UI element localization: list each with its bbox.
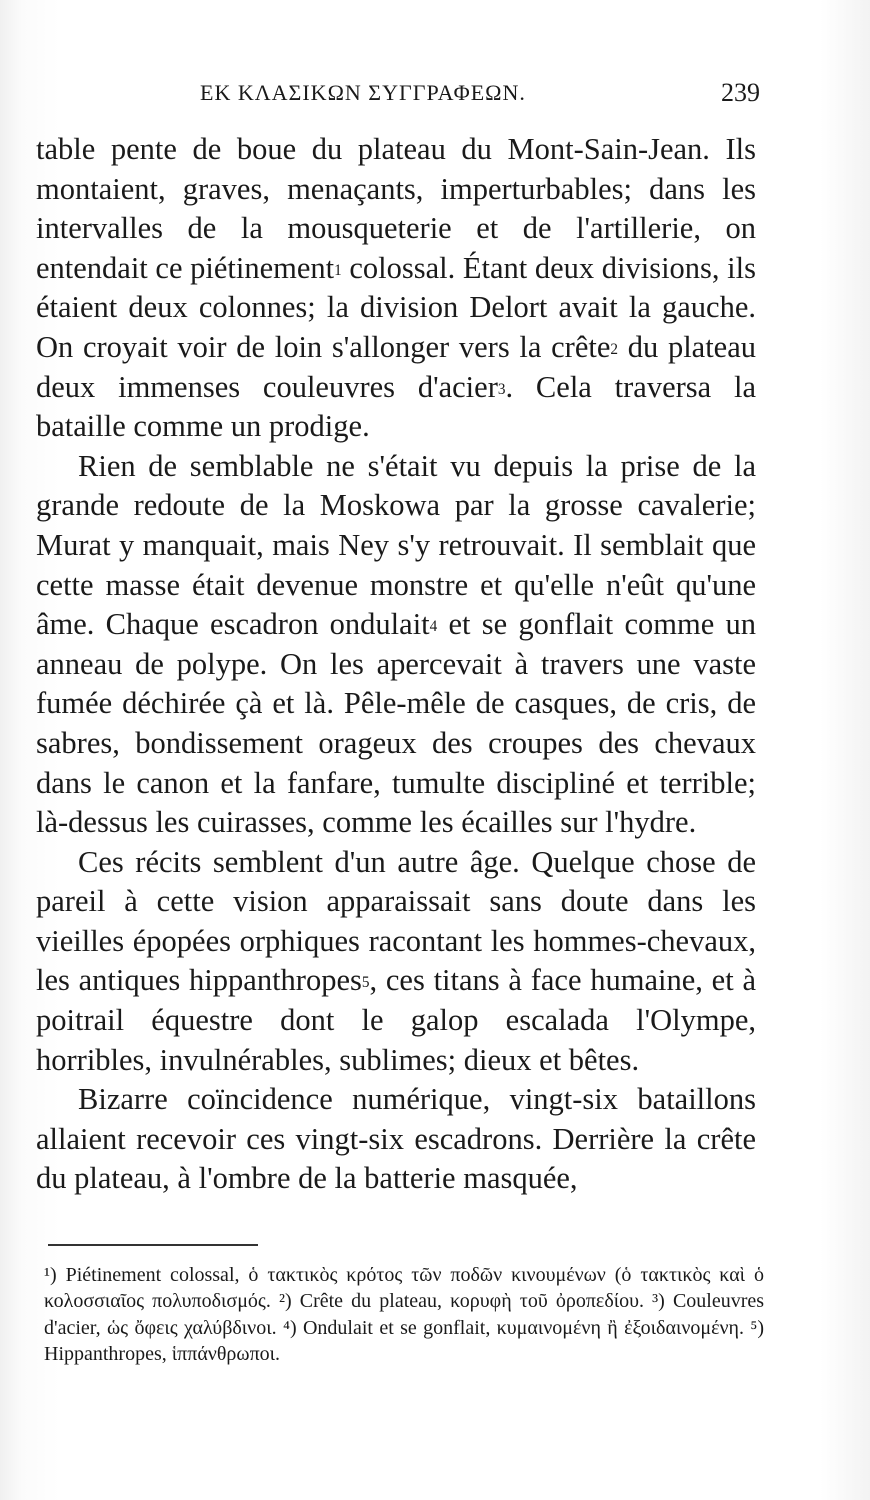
text-run: Ces récits semblent d'un autre âge. Quelque chose de pareil à cette vision apparaissait sans doute dans les vieilles épopées orphiques racontant les hommes-chevaux, les antiques hippanthropes	[36, 844, 756, 998]
footnote-divider	[48, 1244, 258, 1246]
text-run: et se gonflait comme un anneau de polype. On les apercevait à travers une vaste fumée déchirée çà et là. Pêle-mêle de casques, de cris, de sabres, bondissement orageux des croupes des chevaux dans le canon et la fanfare, tumulte discipliné et terrible; là-dessus les cuirasses, comme les écailles sur l'hydre.	[36, 607, 756, 840]
footnote-marker: ⁴)	[282, 1316, 297, 1339]
footnote-text: Hippanthropes, ἱππάνθρωποι.	[44, 1343, 281, 1366]
footnote-marker: 4	[429, 618, 438, 636]
footnote-text: Couleuvres d'acier, ὡς ὄφεις χαλύβδινοι.	[44, 1290, 765, 1339]
page-header	[200, 78, 760, 118]
text-run: Bizarre coïncidence numérique, vingt-six bataillons allaient recevoir ces vingt-six escadrons. Derrière la crête du plateau, à l'ombre de la batterie masquée,	[36, 1082, 756, 1196]
footnote-marker: ²)	[278, 1290, 292, 1313]
text-run: du plateau deux immenses couleuvres d'acier	[36, 329, 757, 404]
footnote-marker: 2	[610, 340, 619, 358]
text-run: , ces titans à face humaine, et à poitrail équestre dont le galop escalada l'Olympe, horribles, invulnérables, sublimes; dieux et bêtes.	[36, 963, 756, 1077]
footnote-text: Crête du plateau, κορυφὴ τοῦ ὀροπεδίου.	[299, 1290, 645, 1313]
text-run: colossal. Étant deux divisions, ils étaient deux colonnes; la division Delort avait la gauche. On croyait voir de loin s'allonger vers la crête	[36, 250, 756, 364]
footnote-text: Piétinement colossal, ὁ τακτικὸς κρότος τῶν ποδῶν κινουμένων (ὁ τακτικὸς καὶ ὁ κολοσσιαῖος πολυποδισμός.	[44, 1264, 764, 1313]
footnote-block	[44, 1262, 764, 1368]
paragraph	[36, 843, 756, 1081]
text-run: Rien de semblable ne s'était vu depuis la prise de la grande redoute de la Moskowa par la grosse cavalerie; Murat y manquait, mais Ney s'y retrouvait. Il semblait que cette masse était devenue monstre et qu'elle n'eût qu'une âme. Chaque escadron ondulait	[36, 448, 756, 642]
footnote-marker: 5	[361, 974, 370, 992]
text-run: table pente de boue du plateau du Mont-Sain-Jean. Ils montaient, graves, menaçants, imperturbables; dans les intervalles de la mousqueterie et de l'artillerie, on entendait ce piétinement	[36, 132, 756, 285]
footnote-marker: ¹)	[44, 1264, 57, 1286]
footnote-marker: ³)	[652, 1290, 665, 1313]
body-text	[36, 130, 756, 1199]
text-run: . Cela traversa la bataille comme un prodige.	[36, 369, 757, 444]
footnote-text: Ondulait et se gonflait, κυμαινομένη ἢ ἐξοιδαινομένη.	[302, 1316, 744, 1339]
paragraph	[36, 130, 756, 447]
footnote-marker: ⁵)	[750, 1316, 764, 1339]
page-number: 239	[721, 78, 760, 107]
paragraph	[36, 1080, 756, 1199]
running-title: ΕΚ ΚΛΑΣΙΚΩΝ ΣΥΓΓΡΑΦΕΩΝ.	[200, 80, 526, 105]
footnote-marker: 3	[497, 380, 506, 398]
paragraph	[36, 447, 756, 843]
footnotes	[44, 1262, 764, 1368]
footnote-marker: 1	[334, 261, 342, 279]
